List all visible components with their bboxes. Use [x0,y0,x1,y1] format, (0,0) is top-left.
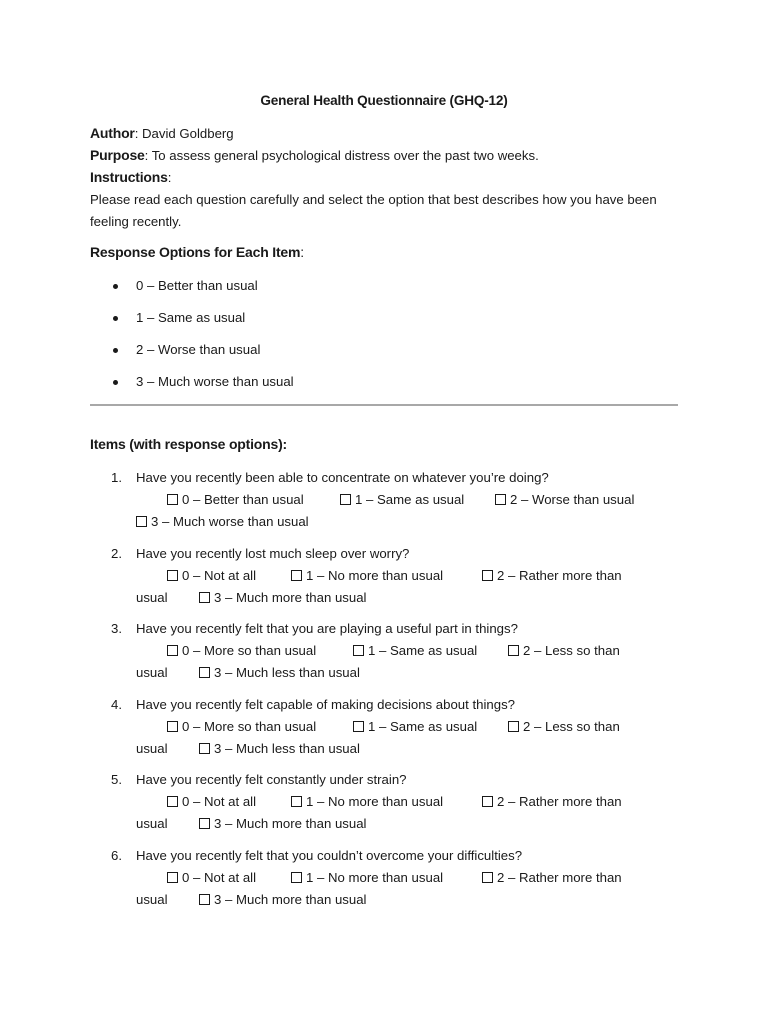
option-label: 0 – More so than usual [182,643,317,659]
question-text: Have you recently felt constantly under strain? [136,772,407,788]
question-item [90,769,690,845]
question-text: Have you recently felt capable of making decisions about things? [136,696,515,712]
option-3[interactable] [199,662,360,684]
list-item-text: 3 – Much worse than usual [136,374,294,389]
instructions-label: Instructions [90,169,168,185]
option-wrap-text: usual [136,589,168,605]
option-3[interactable] [199,587,366,609]
option-1[interactable] [353,640,477,662]
purpose-line [90,147,539,163]
items-heading: Items (with response options): [90,436,288,452]
question-item [90,618,690,694]
question-text: Have you recently felt that you couldn’t overcome your difficulties? [136,847,523,863]
option-wrap-text: usual [136,816,168,832]
option-0[interactable] [167,791,256,813]
option-label: 0 – Not at all [182,567,257,583]
question-item [90,543,690,619]
checkbox-icon[interactable] [167,494,178,505]
checkbox-icon[interactable] [291,796,302,807]
checkbox-icon[interactable] [353,721,364,732]
checkbox-icon[interactable] [167,796,178,807]
list-item-text: 1 – Same as usual [136,310,246,325]
question-item [90,694,690,770]
checkbox-icon[interactable] [199,667,210,678]
option-label: 3 – Much less than usual [214,740,360,756]
option-1[interactable] [291,791,443,813]
option-label: 0 – More so than usual [182,718,317,734]
option-label: 1 – No more than usual [306,567,444,583]
checkbox-icon[interactable] [508,721,519,732]
response-options-heading-text: Response Options for Each Item [90,244,301,260]
question-number: 5. [111,772,122,788]
checkbox-icon[interactable] [340,494,351,505]
checkbox-icon[interactable] [136,516,147,527]
option-label: 1 – Same as usual [355,492,465,507]
option-wrap-text: usual [136,891,168,907]
option-1[interactable] [353,716,477,738]
option-1[interactable] [291,867,443,889]
response-options-heading [90,244,304,260]
checkbox-icon[interactable] [167,872,178,883]
option-label: 2 – Rather more than [497,869,622,885]
option-3[interactable] [199,738,360,760]
author-value: : David Goldberg [134,126,234,141]
option-label: 3 – Much more than usual [214,589,367,605]
checkbox-icon[interactable] [353,645,364,656]
option-3[interactable] [136,511,309,533]
response-options-list [90,275,294,403]
option-label: 1 – Same as usual [368,643,478,659]
option-label: 2 – Less so than [523,643,620,659]
option-0[interactable] [167,867,256,889]
option-label: 3 – Much more than usual [214,816,367,832]
instructions-colon: : [167,170,172,185]
option-label: 2 – Less so than [523,718,620,734]
option-wrap-text: usual [136,740,168,756]
list-item [90,275,294,307]
option-label: 1 – No more than usual [306,794,444,810]
checkbox-icon[interactable] [482,872,493,883]
option-2[interactable] [495,489,634,511]
option-3[interactable] [199,889,366,911]
checkbox-icon[interactable] [199,592,210,603]
checkbox-icon[interactable] [291,570,302,581]
option-label: 1 – Same as usual [368,718,478,734]
option-2[interactable] [482,867,622,889]
option-2[interactable] [508,716,620,738]
option-label: 0 – Not at all [182,869,257,885]
option-label: 3 – Much less than usual [214,665,360,681]
option-label: 3 – Much more than usual [214,891,367,907]
purpose-label: Purpose [90,147,145,163]
bullet-icon [113,316,118,321]
checkbox-icon[interactable] [199,818,210,829]
instructions-line [90,169,171,185]
option-label: 3 – Much worse than usual [151,514,309,529]
list-item [90,339,294,371]
response-options-colon: : [300,244,304,260]
option-label: 2 – Rather more than [497,794,622,810]
question-number: 3. [111,621,122,637]
checkbox-icon[interactable] [167,570,178,581]
instructions-text: Please read each question carefully and select the option that best describes how you have been feeling recently. [90,192,657,229]
option-label: 1 – No more than usual [306,869,444,885]
page-title: General Health Questionnaire (GHQ-12) [260,93,508,108]
purpose-value: : To assess general psychological distress over the past two weeks. [144,148,539,163]
checkbox-icon[interactable] [482,796,493,807]
checkbox-icon[interactable] [482,570,493,581]
question-number: 6. [111,847,122,863]
question-text: Have you recently been able to concentrate on whatever you’re doing? [136,470,549,485]
checkbox-icon[interactable] [199,743,210,754]
option-0[interactable] [167,565,256,587]
question-text: Have you recently lost much sleep over worry? [136,545,410,561]
checkbox-icon[interactable] [291,872,302,883]
question-number: 1. [111,470,122,485]
author-line [90,125,234,141]
option-1[interactable] [340,489,464,511]
items-list [90,467,690,921]
option-2[interactable] [482,565,622,587]
checkbox-icon[interactable] [495,494,506,505]
author-label: Author [90,125,135,141]
option-1[interactable] [291,565,443,587]
option-3[interactable] [199,813,366,835]
question-item [90,845,690,921]
question-item [90,467,690,543]
question-number: 2. [111,545,122,561]
list-item [90,371,294,403]
question-text: Have you recently felt that you are playing a useful part in things? [136,621,518,637]
bullet-icon [113,348,118,353]
question-number: 4. [111,696,122,712]
option-label: 2 – Worse than usual [510,492,635,507]
bullet-icon [113,380,118,385]
bullet-icon [113,284,118,289]
list-item-text: 0 – Better than usual [136,278,258,293]
checkbox-icon[interactable] [167,645,178,656]
horizontal-divider [90,404,678,406]
list-item [90,307,294,339]
option-0[interactable] [167,489,304,511]
list-item-text: 2 – Worse than usual [136,342,261,357]
option-2[interactable] [482,791,622,813]
option-0[interactable] [167,640,316,662]
checkbox-icon[interactable] [199,894,210,905]
option-label: 0 – Better than usual [182,492,304,507]
option-label: 2 – Rather more than [497,567,622,583]
option-wrap-text: usual [136,665,168,681]
option-label: 0 – Not at all [182,794,257,810]
checkbox-icon[interactable] [167,721,178,732]
option-0[interactable] [167,716,316,738]
checkbox-icon[interactable] [508,645,519,656]
option-2[interactable] [508,640,620,662]
